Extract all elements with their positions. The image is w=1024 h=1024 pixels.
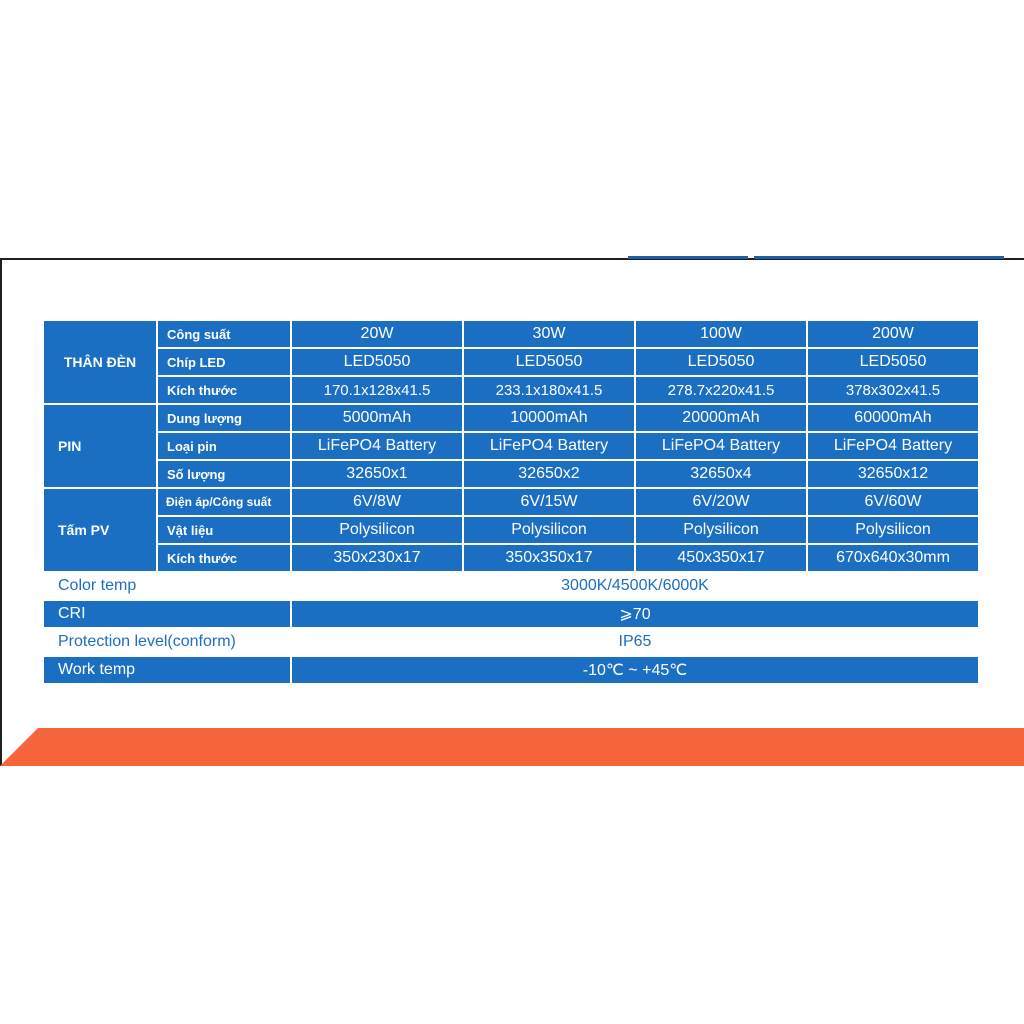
cell-panel-size-4: 670x640x30mm bbox=[807, 544, 979, 572]
table-row bbox=[43, 544, 979, 572]
cell-power-2: 30W bbox=[463, 320, 635, 348]
cell-panel-size-3: 450x350x17 bbox=[635, 544, 807, 572]
table-row bbox=[43, 488, 979, 516]
row-label-panel-size: Kích thước bbox=[157, 544, 291, 572]
row-label-cri: CRI bbox=[43, 600, 291, 628]
table-row bbox=[43, 628, 979, 656]
table-row bbox=[43, 600, 979, 628]
cell-cri: ⩾70 bbox=[291, 600, 979, 628]
cell-voltage-power-2: 6V/15W bbox=[463, 488, 635, 516]
row-label-quantity: Số lượng bbox=[157, 460, 291, 488]
table-row bbox=[43, 656, 979, 684]
group-lamp-body: THÂN ĐÈN bbox=[43, 320, 157, 404]
cell-capacity-3: 20000mAh bbox=[635, 404, 807, 432]
group-pv-panel: Tấm PV bbox=[43, 488, 157, 572]
orange-accent-stripe bbox=[0, 728, 1024, 766]
cell-led-chip-1: LED5050 bbox=[291, 348, 463, 376]
table-row bbox=[43, 432, 979, 460]
table-row bbox=[43, 460, 979, 488]
cell-capacity-1: 5000mAh bbox=[291, 404, 463, 432]
cell-power-3: 100W bbox=[635, 320, 807, 348]
table-row bbox=[43, 404, 979, 432]
cell-quantity-1: 32650x1 bbox=[291, 460, 463, 488]
cell-material-4: Polysilicon bbox=[807, 516, 979, 544]
cell-voltage-power-1: 6V/8W bbox=[291, 488, 463, 516]
row-label-work-temp: Work temp bbox=[43, 656, 291, 684]
cell-led-chip-2: LED5050 bbox=[463, 348, 635, 376]
top-accent-line-right bbox=[754, 256, 1004, 259]
row-label-capacity: Dung lượng bbox=[157, 404, 291, 432]
cell-battery-type-3: LiFePO4 Battery bbox=[635, 432, 807, 460]
spec-table bbox=[42, 319, 980, 685]
cell-quantity-3: 32650x4 bbox=[635, 460, 807, 488]
row-label-color-temp: Color temp bbox=[43, 572, 291, 600]
cell-lamp-size-2: 233.1x180x41.5 bbox=[463, 376, 635, 404]
cell-material-1: Polysilicon bbox=[291, 516, 463, 544]
row-label-lamp-size: Kích thước bbox=[157, 376, 291, 404]
row-label-power: Công suất bbox=[157, 320, 291, 348]
cell-battery-type-4: LiFePO4 Battery bbox=[807, 432, 979, 460]
cell-quantity-4: 32650x12 bbox=[807, 460, 979, 488]
cell-lamp-size-1: 170.1x128x41.5 bbox=[291, 376, 463, 404]
row-label-led-chip: Chíp LED bbox=[157, 348, 291, 376]
cell-material-3: Polysilicon bbox=[635, 516, 807, 544]
cell-color-temp: 3000K/4500K/6000K bbox=[291, 572, 979, 600]
cell-voltage-power-3: 6V/20W bbox=[635, 488, 807, 516]
table-row bbox=[43, 376, 979, 404]
cell-power-4: 200W bbox=[807, 320, 979, 348]
cell-quantity-2: 32650x2 bbox=[463, 460, 635, 488]
table-row bbox=[43, 320, 979, 348]
cell-capacity-2: 10000mAh bbox=[463, 404, 635, 432]
cell-panel-size-1: 350x230x17 bbox=[291, 544, 463, 572]
cell-work-temp: -10℃ ~ +45℃ bbox=[291, 656, 979, 684]
cell-battery-type-2: LiFePO4 Battery bbox=[463, 432, 635, 460]
table-row bbox=[43, 348, 979, 376]
row-label-voltage-power: Điện áp/Công suất bbox=[157, 488, 291, 516]
row-label-battery-type: Loại pin bbox=[157, 432, 291, 460]
cell-protection: IP65 bbox=[291, 628, 979, 656]
cell-led-chip-4: LED5050 bbox=[807, 348, 979, 376]
table-row bbox=[43, 572, 979, 600]
top-accent-line-left bbox=[628, 256, 748, 259]
group-battery: PIN bbox=[43, 404, 157, 488]
cell-material-2: Polysilicon bbox=[463, 516, 635, 544]
cell-power-1: 20W bbox=[291, 320, 463, 348]
cell-capacity-4: 60000mAh bbox=[807, 404, 979, 432]
cell-panel-size-2: 350x350x17 bbox=[463, 544, 635, 572]
cell-voltage-power-4: 6V/60W bbox=[807, 488, 979, 516]
table-row bbox=[43, 516, 979, 544]
row-label-protection: Protection level(conform) bbox=[43, 628, 291, 656]
row-label-material: Vật liệu bbox=[157, 516, 291, 544]
cell-battery-type-1: LiFePO4 Battery bbox=[291, 432, 463, 460]
cell-lamp-size-4: 378x302x41.5 bbox=[807, 376, 979, 404]
cell-lamp-size-3: 278.7x220x41.5 bbox=[635, 376, 807, 404]
cell-led-chip-3: LED5050 bbox=[635, 348, 807, 376]
